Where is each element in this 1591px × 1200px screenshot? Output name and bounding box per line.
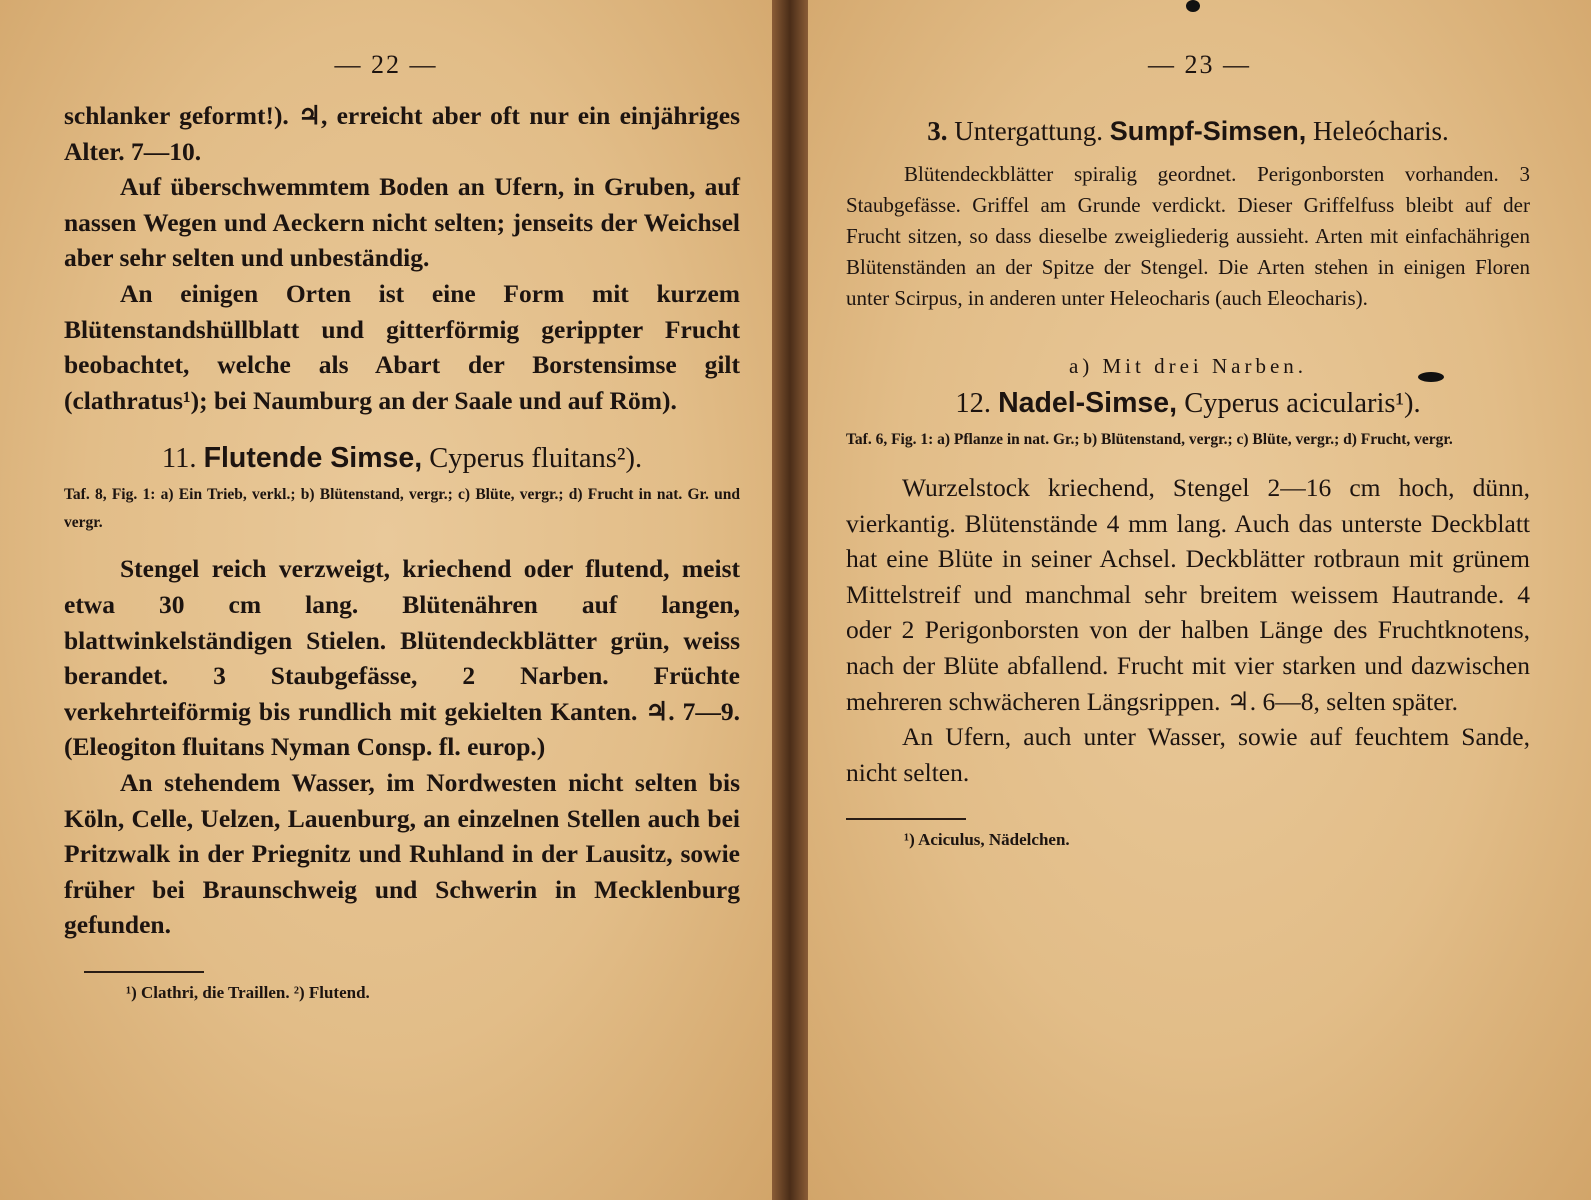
ink-blot — [1186, 0, 1200, 12]
species-latin: Cyperus fluitans — [429, 443, 617, 475]
species-footnote-mark: ¹). — [1395, 388, 1421, 419]
left-footnote: ¹) Clathri, die Traillen. ²) Flutend. — [126, 982, 370, 1002]
plate-reference: Taf. 6, Fig. 1: a) Pflanze in nat. Gr.; b) Blütenstand, vergr.; c) Blüte, vergr.; d) Frucht, vergr. — [846, 431, 1453, 448]
left-paragraph-1: schlanker geformt!). ♃, erreicht aber oft nur ein einjähriges Alter. 7—10. — [64, 101, 740, 166]
right-paragraph-1: Blütendeckblätter spiralig geordnet. Perigonborsten vorhanden. 3 Staubgefässe. Griffel am Grunde verdickt. Dieser Griffelfuss bleibt auf der Frucht sitzen, so dass dieselbe zweigliederig aussieht. Arten mit einfachährigen Blütenständen an der Spitze der Stengel. Die Arten stehen in einigen Floren unter Scirpus, in anderen unter Heleocharis (auch Eleocharis). — [846, 162, 1530, 310]
left-paragraph-3: An einigen Orten ist eine Form mit kurzem Blütenstandshüllblatt und gitterförmig gerippter Frucht beobachtet, welche als Abart der Borstensimse gilt (clathratus¹); bei Naumburg an der Saale und auf Röm). — [64, 278, 740, 415]
left-paragraph-2: Auf überschwemmtem Boden an Ufern, in Gruben, auf nassen Wegen und Aeckern nicht selten; jenseits der Weichsel aber sehr selten und unbeständig. — [64, 172, 740, 273]
page-number-23: — 23 — — [1148, 50, 1251, 79]
ink-blot — [1418, 372, 1444, 382]
left-text-column — [64, 98, 740, 1003]
species-footnote-mark: ²). — [616, 443, 643, 475]
subgenus-name: Sumpf-Simsen, — [1109, 116, 1307, 146]
species-heading-12 — [846, 387, 1530, 420]
subgenus-number: 3. — [927, 116, 948, 146]
plate-reference: Taf. 8, Fig. 1: a) Ein Trieb, verkl.; b) Blütenstand, vergr.; c) Blüte, vergr.; d) Frucht in nat. Gr. und vergr. — [64, 486, 740, 532]
left-paragraph-4: Stengel reich verzweigt, kriechend oder flutend, meist etwa 30 cm lang. Blütenähren auf langen, blattwinkelständigen Stielen. Blütendeckblätter grün, weiss berandet. 3 Staubgefässe, 2 Narben. Früchte verkehrteiförmig bis rundlich mit gekielten Kanten. ♃. 7—9. (Eleogiton fluitans Nyman Consp. fl. europ.) — [64, 554, 740, 762]
subgenus-latin: Heleócharis. — [1313, 116, 1449, 146]
right-footnote: ¹) Aciculus, Nädelchen. — [904, 830, 1070, 850]
book-gutter — [772, 0, 808, 1200]
species-name: Flutende Simse, — [203, 442, 423, 475]
right-paragraph-3: An Ufern, auch unter Wasser, sowie auf feuchtem Sande, nicht selten. — [846, 722, 1530, 787]
species-name: Nadel-Simse, — [998, 387, 1178, 419]
right-text-column — [846, 116, 1530, 850]
right-page — [808, 0, 1591, 1200]
subgenus-label: Untergattung. — [954, 116, 1103, 146]
species-latin: Cyperus acicularis — [1184, 388, 1396, 419]
species-number: 11. — [161, 443, 197, 475]
page-number-22: — 22 — — [334, 50, 438, 79]
subgenus-heading — [846, 116, 1530, 147]
left-paragraph-5: An stehendem Wasser, im Nordwesten nicht selten bis Köln, Celle, Uelzen, Lauenburg, an einzelnen Stellen auch bei Pritzwalk in der Priegnitz und Ruhland in der Lausitz, sowie früher bei Braunschweig und Schwerin in Mecklenburg gefunden. — [64, 767, 740, 940]
right-paragraph-2: Wurzelstock kriechend, Stengel 2—16 cm hoch, dünn, vierkantig. Blütenstände 4 mm lang. Auch das unterste Deckblatt hat eine Blüte in seiner Achsel. Deckblätter rotbraun mit grünem Mittelstreif und manchmal sehr breitem weissem Hautrande. 4 oder 2 Perigonborsten von der halben Länge des Fruchtknotens, nach der Blüte abfallend. Frucht mit vier starken und dazwischen mehreren schwächeren Längsrippen. ♃. 6—8, selten später. — [846, 473, 1530, 716]
footnote-rule — [846, 818, 966, 820]
species-number: 12. — [955, 388, 991, 419]
subheading: a) Mit drei Narben. — [1068, 354, 1308, 378]
left-page — [0, 0, 772, 1200]
footnote-rule — [84, 971, 204, 973]
species-heading-11 — [64, 442, 740, 475]
